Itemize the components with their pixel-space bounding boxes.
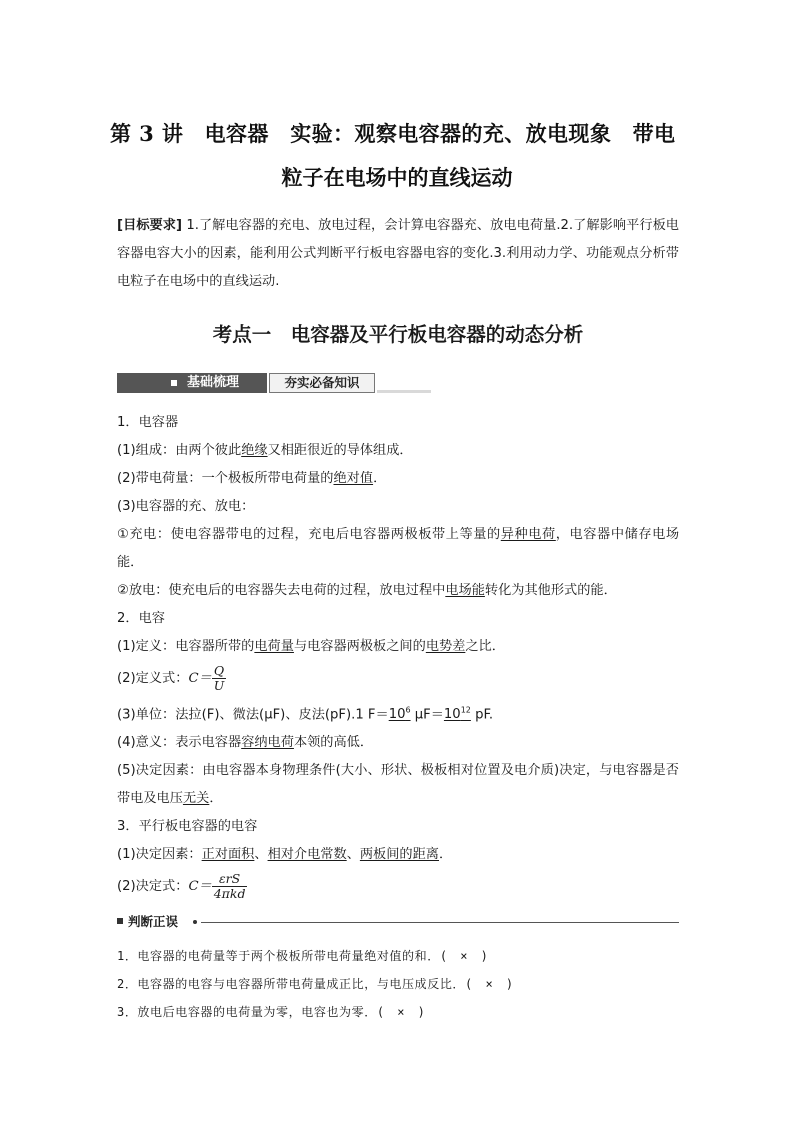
banner-dark-tab [117, 373, 267, 393]
goal-text: 1.了解电容器的充电、放电过程，会计算电容器充、放电电荷量.2.了解影响平行板电容器电容大小的因素，能利用公式判断平行板电容器电容的变化.3.利用动力学、功能观点分析带电粒子在电场中的直线运动. [117, 218, 679, 289]
text: (2)定义式： [117, 671, 189, 686]
square-bullet-icon [171, 380, 177, 386]
text: (3)单位：法拉(F)、微法(μF)、皮法(pF).1 F＝ [117, 707, 389, 723]
item-meaning [117, 729, 679, 757]
text: (1)定义：电容器所带的 [117, 639, 255, 654]
formula-lhs: C＝ [188, 671, 212, 686]
exponent: 6 [405, 706, 411, 715]
answer-underline: 两板间的距离 [359, 847, 439, 863]
divider [201, 922, 679, 923]
judge-heading-label: 判断正误 [128, 914, 179, 929]
text: ． [373, 471, 387, 486]
text: (1)组成：由两个彼此 [117, 443, 242, 458]
banner-rule [377, 390, 431, 393]
text: 又相距很近的导体组成． [267, 443, 413, 458]
lesson-title-line2: 粒子在电场中的直线运动 [281, 165, 513, 190]
answer-underline [389, 707, 411, 722]
square-bullet-icon [117, 918, 123, 924]
item-definition-formula [117, 661, 679, 697]
judge-heading [117, 912, 679, 932]
answer-underline: 无关 [182, 791, 210, 807]
answer-underline: 异种电荷 [500, 527, 556, 542]
item-charge-discharge: (3)电容器的充、放电： [117, 499, 255, 514]
text: 、 [254, 847, 268, 863]
text: ①充电：使电容器带电的过程，充电后电容器两极板带上等量的 [117, 527, 501, 542]
formula-fraction [212, 664, 227, 693]
text: (4)意义：表示电容器 [117, 735, 242, 751]
text: ，电容器中储存电场能． [117, 527, 680, 570]
text: pF. [470, 707, 494, 723]
text: (1)决定因素： [117, 847, 202, 863]
heading-capacitor: 1．电容器 [117, 415, 179, 430]
item-determining-factors [117, 757, 679, 813]
answer-underline: 电场能 [445, 583, 485, 598]
judge-list [117, 942, 679, 1026]
text: (2)决定式： [117, 879, 189, 895]
text: ． [209, 791, 223, 807]
item-charge [117, 465, 679, 493]
text: ． [439, 847, 453, 863]
fraction-denominator: 4πkd [213, 885, 246, 901]
formula-fraction [212, 872, 248, 901]
banner-light-label: 夯实必备知识 [269, 373, 375, 393]
content-body [117, 409, 679, 905]
heading-parallel-plate: 3．平行板电容器的电容 [117, 819, 258, 835]
item-units [117, 697, 679, 729]
item-pp-factors [117, 841, 679, 869]
answer-underline: 容纳电荷 [241, 735, 294, 751]
heading-capacitance: 2．电容 [117, 611, 165, 626]
text: 本领的高低． [293, 735, 374, 751]
fraction-numerator: εrS [212, 872, 248, 887]
answer-underline: 绝对值 [333, 471, 374, 486]
item-definition [117, 633, 679, 661]
dot-icon [193, 920, 197, 924]
text: (2)带电荷量：一个极板所带电荷量的 [117, 471, 334, 486]
formula-lhs: C＝ [188, 879, 212, 895]
judge-item: 3．放电后电容器的电荷量为零，电容也为零．( × ) [117, 1005, 426, 1019]
learning-goals [117, 212, 679, 296]
answer-underline: 电势差 [425, 639, 466, 654]
goal-label: [目标要求] [117, 218, 183, 233]
text: ②放电：使充电后的电容器失去电荷的过程，放电过程中 [117, 583, 446, 598]
item-charging [117, 521, 679, 577]
answer-underline: 相对介电常数 [267, 847, 347, 863]
text: μF＝ [410, 707, 444, 723]
text: 之比． [465, 639, 505, 654]
basics-banner [117, 371, 431, 395]
judge-item: 1．电容器的电荷量等于两个极板所带电荷量绝对值的和．( × ) [117, 949, 489, 963]
lesson-title-line1: 第 3 讲 电容器 实验：观察电容器的充、放电现象 带电 [110, 121, 676, 146]
exponent: 12 [460, 706, 471, 715]
fraction-denominator: U [213, 677, 225, 693]
text: 10 [443, 707, 461, 723]
item-discharging [117, 577, 679, 605]
answer-underline: 正对面积 [201, 847, 255, 863]
text: 与电容器两极板之间的 [293, 639, 426, 654]
section-title: 考点一 电容器及平行板电容器的动态分析 [212, 323, 584, 346]
banner-dark-label: 基础梳理 [187, 375, 240, 390]
item-composition [117, 437, 679, 465]
answer-underline [444, 707, 471, 722]
text: 转化为其他形式的能． [484, 583, 617, 598]
text: (5)决定因素：由电容器本身物理条件(大小、形状、极板相对位置及电介质)决定，与电容器是否带电及电压 [117, 763, 679, 807]
item-pp-formula [117, 869, 679, 905]
answer-underline: 绝缘 [241, 443, 268, 458]
text: 、 [346, 847, 360, 863]
judge-item: 2．电容器的电容与电容器所带电荷量成正比，与电压成反比．( × ) [117, 977, 514, 991]
fraction-numerator: Q [212, 664, 227, 679]
text: 10 [388, 707, 406, 723]
answer-underline: 电荷量 [254, 639, 294, 654]
